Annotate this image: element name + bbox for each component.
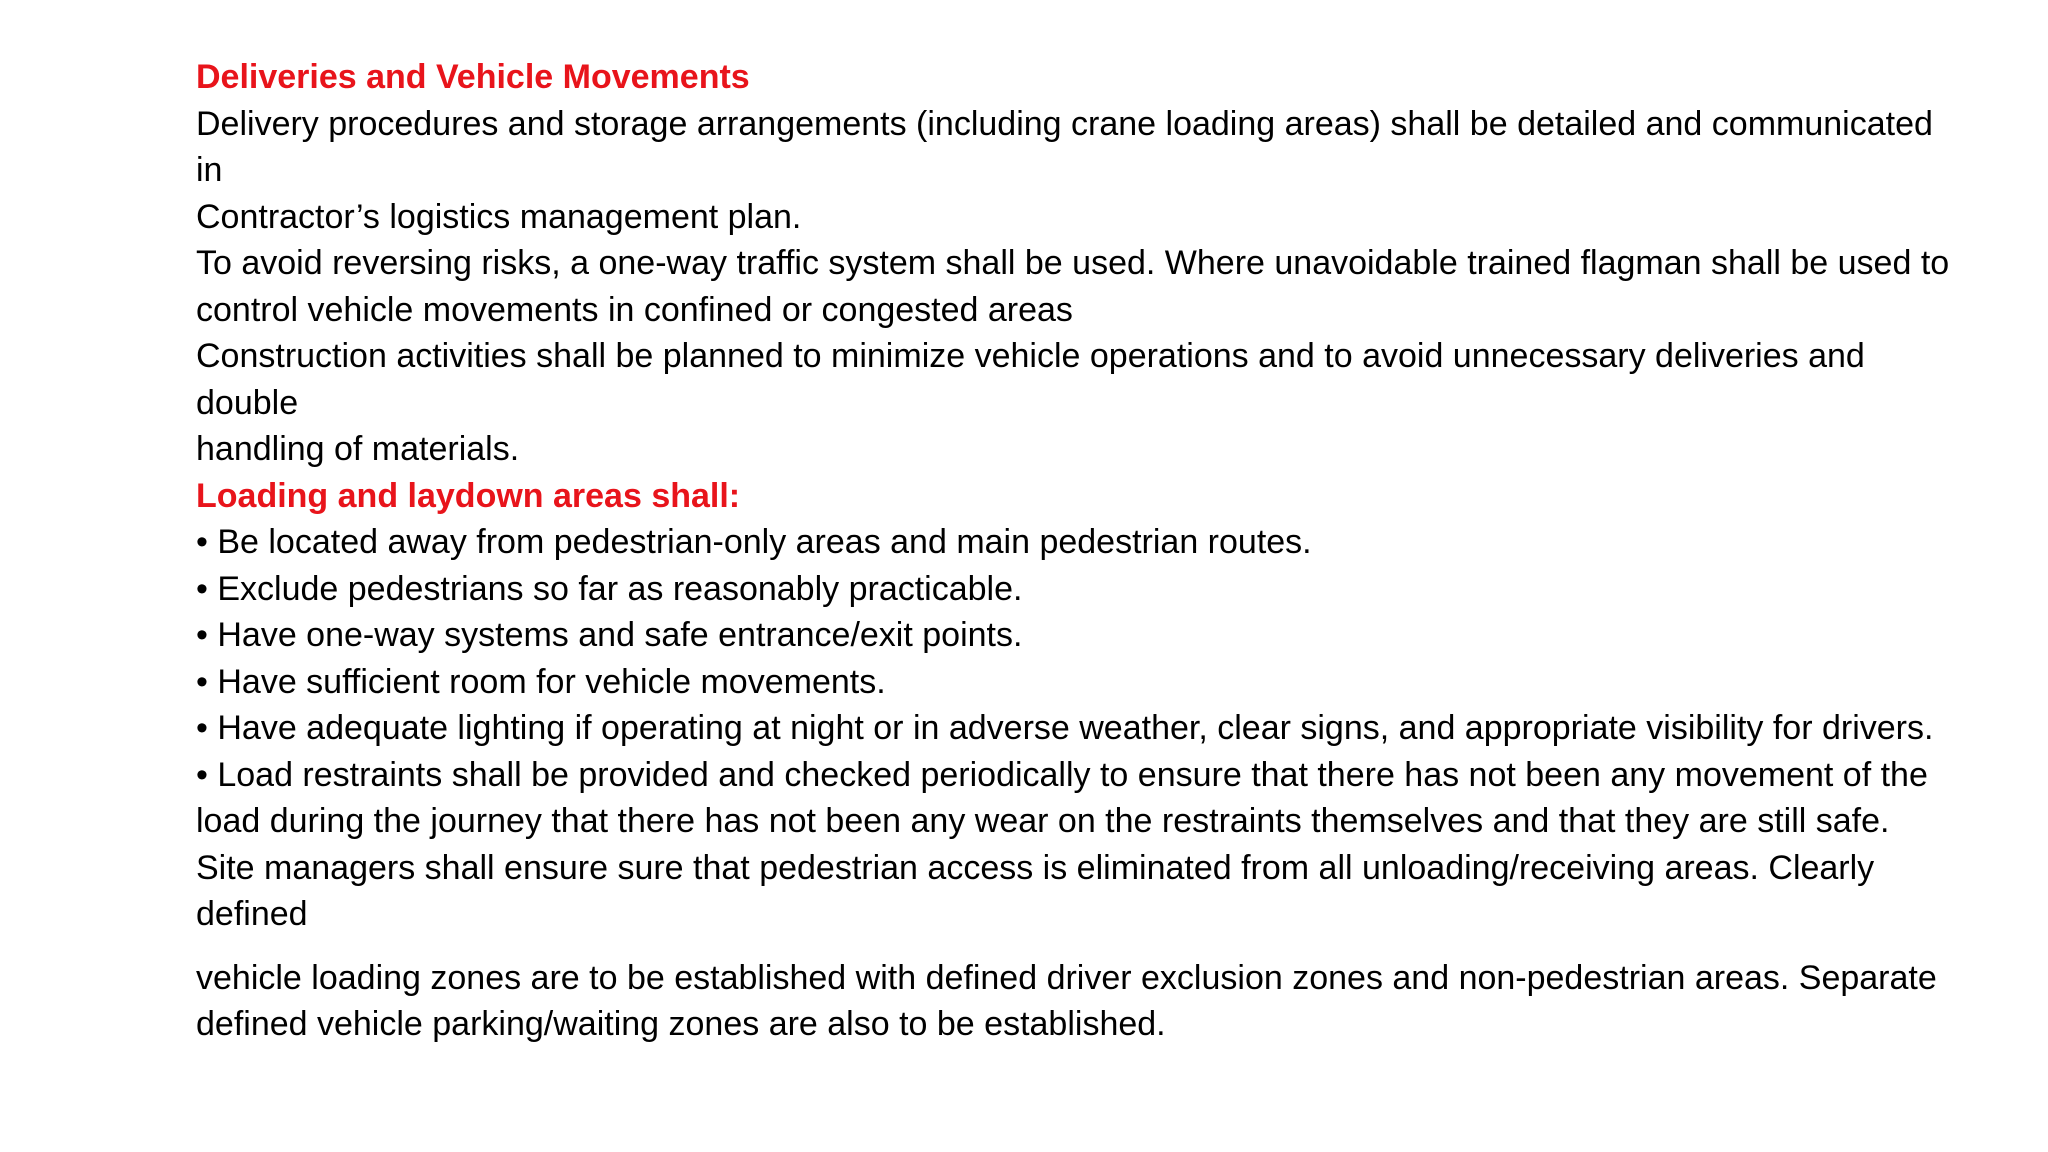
paragraph-line: handling of materials. (196, 430, 520, 468)
bullet-item: • Be located away from pedestrian-only areas and main pedestrian routes. (196, 523, 1312, 561)
paragraph-line: control vehicle movements in confined or congested areas (196, 290, 1073, 329)
bullet-item: • Have one-way systems and safe entrance/exit points. (196, 616, 1023, 654)
paragraph-line: load during the journey that there has not been any wear on the restraints themselves and that they are still safe. (196, 802, 1890, 840)
paragraph-line: To avoid reversing risks, a one-way traffic system shall be used. Where unavoidable trained flagman shall be used to (196, 244, 1950, 282)
paragraph-line: Site managers shall ensure sure that pedestrian access is eliminated from all unloading/receiving areas. Clearly (196, 848, 1875, 887)
bullet-item: • Load restraints shall be provided and checked periodically to ensure that there has not been any movement of the (196, 755, 1928, 794)
paragraph-line: defined vehicle parking/waiting zones are also to be established. (196, 1005, 1166, 1043)
bullet-item: • Have adequate lighting if operating at night or in adverse weather, clear signs, and appropriate visibility for drivers. (196, 709, 1934, 747)
section-heading-deliveries: Deliveries and Vehicle Movements (196, 58, 750, 96)
paragraph-line: vehicle loading zones are to be established with defined driver exclusion zones and non-pedestrian areas. Separate (196, 958, 1937, 997)
paragraph-line: Construction activities shall be planned to minimize vehicle operations and to avoid unnecessary deliveries and (196, 337, 1865, 375)
paragraph-line: Contractor’s logistics management plan. (196, 197, 802, 236)
bullet-item: • Exclude pedestrians so far as reasonably practicable. (196, 569, 1023, 608)
text-body (196, 54, 2036, 1048)
paragraph-line: defined (196, 895, 308, 933)
paragraph-line: Delivery procedures and storage arrangements (including crane loading areas) shall be detailed and communicated (196, 104, 1933, 143)
paragraph-line: double (196, 383, 299, 422)
bullet-item: • Have sufficient room for vehicle movements. (196, 662, 886, 701)
section-heading-loading: Loading and laydown areas shall: (196, 476, 741, 515)
paragraph-line: in (196, 151, 223, 189)
